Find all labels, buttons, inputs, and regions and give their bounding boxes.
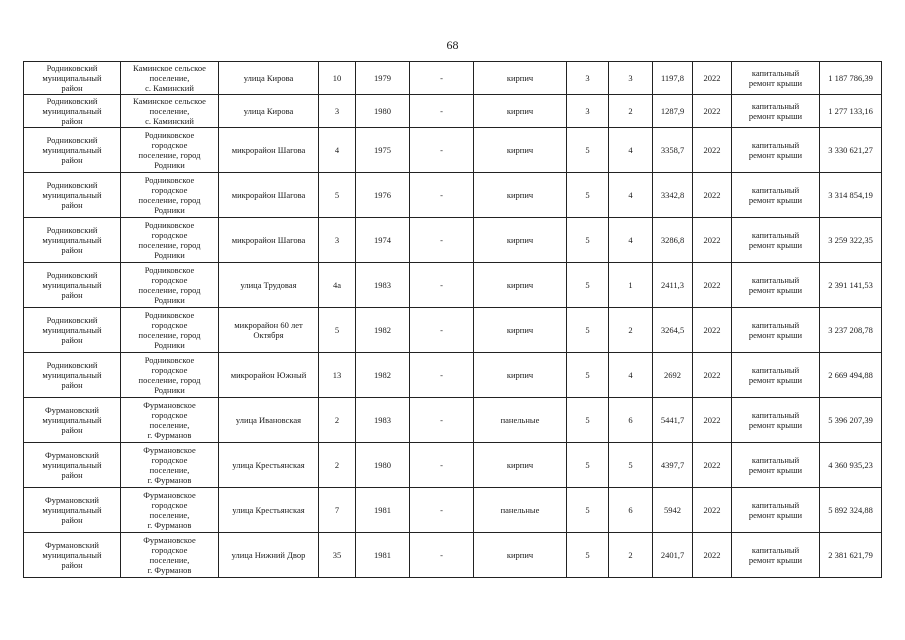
work-type-cell: капитальный ремонт крыши	[732, 95, 820, 128]
area-cell: 4397,7	[653, 443, 693, 488]
cost-cell: 2 669 494,88	[820, 353, 882, 398]
year-built-cell: 1981	[356, 488, 410, 533]
district-cell: Фурмановский муниципальный район	[24, 398, 121, 443]
year-built-cell: 1983	[356, 263, 410, 308]
settlement-cell: Родниковское городское поселение, город Родники	[121, 173, 219, 218]
wall-material-cell: кирпич	[474, 263, 567, 308]
cost-cell: 1 277 133,16	[820, 95, 882, 128]
work-type-cell: капитальный ремонт крыши	[732, 488, 820, 533]
street-cell: улица Крестьянская	[219, 488, 319, 533]
floors-cell: 5	[567, 173, 609, 218]
area-cell: 1287,9	[653, 95, 693, 128]
repair-year-cell: 2022	[693, 353, 732, 398]
entrances-cell: 6	[609, 488, 653, 533]
cost-cell: 3 330 621,27	[820, 128, 882, 173]
street-cell: микрорайон Шагова	[219, 173, 319, 218]
house-number-cell: 13	[319, 353, 356, 398]
district-cell: Родниковский муниципальный район	[24, 95, 121, 128]
work-type-cell: капитальный ремонт крыши	[732, 173, 820, 218]
settlement-cell: Родниковское городское поселение, город Родники	[121, 128, 219, 173]
house-number-cell: 3	[319, 218, 356, 263]
dash-cell: -	[410, 443, 474, 488]
repair-year-cell: 2022	[693, 488, 732, 533]
house-number-cell: 10	[319, 62, 356, 95]
settlement-cell: Родниковское городское поселение, город Родники	[121, 218, 219, 263]
entrances-cell: 1	[609, 263, 653, 308]
district-cell: Фурмановский муниципальный район	[24, 443, 121, 488]
year-built-cell: 1975	[356, 128, 410, 173]
area-cell: 1197,8	[653, 62, 693, 95]
year-built-cell: 1983	[356, 398, 410, 443]
dash-cell: -	[410, 62, 474, 95]
wall-material-cell: кирпич	[474, 443, 567, 488]
wall-material-cell: кирпич	[474, 533, 567, 578]
floors-cell: 3	[567, 95, 609, 128]
floors-cell: 3	[567, 62, 609, 95]
cost-cell: 3 259 322,35	[820, 218, 882, 263]
settlement-cell: Фурмановское городское поселение, г. Фурманов	[121, 443, 219, 488]
district-cell: Фурмановский муниципальный район	[24, 533, 121, 578]
house-number-cell: 5	[319, 308, 356, 353]
cost-cell: 2 391 141,53	[820, 263, 882, 308]
repair-year-cell: 2022	[693, 308, 732, 353]
house-number-cell: 2	[319, 398, 356, 443]
repair-year-cell: 2022	[693, 218, 732, 263]
wall-material-cell: кирпич	[474, 95, 567, 128]
house-number-cell: 2	[319, 443, 356, 488]
table-row	[24, 533, 882, 578]
floors-cell: 5	[567, 443, 609, 488]
dash-cell: -	[410, 533, 474, 578]
entrances-cell: 5	[609, 443, 653, 488]
settlement-cell: Родниковское городское поселение, город Родники	[121, 353, 219, 398]
repair-year-cell: 2022	[693, 62, 732, 95]
wall-material-cell: кирпич	[474, 308, 567, 353]
work-type-cell: капитальный ремонт крыши	[732, 128, 820, 173]
district-cell: Родниковский муниципальный район	[24, 218, 121, 263]
street-cell: улица Крестьянская	[219, 443, 319, 488]
settlement-cell: Каминское сельское поселение, с. Каминский	[121, 95, 219, 128]
repair-year-cell: 2022	[693, 173, 732, 218]
housing-repair-table	[23, 61, 882, 578]
year-built-cell: 1981	[356, 533, 410, 578]
wall-material-cell: кирпич	[474, 218, 567, 263]
floors-cell: 5	[567, 533, 609, 578]
street-cell: микрорайон Шагова	[219, 128, 319, 173]
district-cell: Родниковский муниципальный район	[24, 353, 121, 398]
cost-cell: 1 187 786,39	[820, 62, 882, 95]
table-row	[24, 353, 882, 398]
year-built-cell: 1982	[356, 353, 410, 398]
area-cell: 3358,7	[653, 128, 693, 173]
year-built-cell: 1979	[356, 62, 410, 95]
work-type-cell: капитальный ремонт крыши	[732, 443, 820, 488]
house-number-cell: 7	[319, 488, 356, 533]
area-cell: 3286,8	[653, 218, 693, 263]
work-type-cell: капитальный ремонт крыши	[732, 263, 820, 308]
area-cell: 2411,3	[653, 263, 693, 308]
cost-cell: 5 892 324,88	[820, 488, 882, 533]
entrances-cell: 2	[609, 533, 653, 578]
entrances-cell: 6	[609, 398, 653, 443]
work-type-cell: капитальный ремонт крыши	[732, 218, 820, 263]
repair-year-cell: 2022	[693, 128, 732, 173]
floors-cell: 5	[567, 218, 609, 263]
settlement-cell: Фурмановское городское поселение, г. Фурманов	[121, 488, 219, 533]
wall-material-cell: панельные	[474, 488, 567, 533]
dash-cell: -	[410, 263, 474, 308]
repair-year-cell: 2022	[693, 443, 732, 488]
dash-cell: -	[410, 308, 474, 353]
table-row	[24, 62, 882, 95]
street-cell: микрорайон 60 лет Октября	[219, 308, 319, 353]
wall-material-cell: кирпич	[474, 62, 567, 95]
year-built-cell: 1980	[356, 443, 410, 488]
table-row	[24, 398, 882, 443]
table-row	[24, 173, 882, 218]
house-number-cell: 4	[319, 128, 356, 173]
settlement-cell: Родниковское городское поселение, город Родники	[121, 308, 219, 353]
table-row	[24, 308, 882, 353]
repair-year-cell: 2022	[693, 95, 732, 128]
house-number-cell: 3	[319, 95, 356, 128]
area-cell: 2401,7	[653, 533, 693, 578]
year-built-cell: 1974	[356, 218, 410, 263]
settlement-cell: Фурмановское городское поселение, г. Фурманов	[121, 533, 219, 578]
house-number-cell: 5	[319, 173, 356, 218]
table-row	[24, 218, 882, 263]
wall-material-cell: кирпич	[474, 173, 567, 218]
table-row	[24, 488, 882, 533]
house-number-cell: 35	[319, 533, 356, 578]
area-cell: 5441,7	[653, 398, 693, 443]
district-cell: Родниковский муниципальный район	[24, 128, 121, 173]
work-type-cell: капитальный ремонт крыши	[732, 353, 820, 398]
dash-cell: -	[410, 398, 474, 443]
entrances-cell: 4	[609, 173, 653, 218]
district-cell: Родниковский муниципальный район	[24, 263, 121, 308]
district-cell: Родниковский муниципальный район	[24, 308, 121, 353]
settlement-cell: Фурмановское городское поселение, г. Фурманов	[121, 398, 219, 443]
table-row	[24, 263, 882, 308]
floors-cell: 5	[567, 398, 609, 443]
year-built-cell: 1980	[356, 95, 410, 128]
entrances-cell: 2	[609, 95, 653, 128]
work-type-cell: капитальный ремонт крыши	[732, 62, 820, 95]
cost-cell: 4 360 935,23	[820, 443, 882, 488]
street-cell: улица Кирова	[219, 62, 319, 95]
year-built-cell: 1976	[356, 173, 410, 218]
entrances-cell: 3	[609, 62, 653, 95]
area-cell: 3342,8	[653, 173, 693, 218]
street-cell: микрорайон Южный	[219, 353, 319, 398]
floors-cell: 5	[567, 263, 609, 308]
street-cell: улица Трудовая	[219, 263, 319, 308]
district-cell: Фурмановский муниципальный район	[24, 488, 121, 533]
dash-cell: -	[410, 488, 474, 533]
settlement-cell: Каминское сельское поселение, с. Каминский	[121, 62, 219, 95]
dash-cell: -	[410, 353, 474, 398]
area-cell: 5942	[653, 488, 693, 533]
table-row	[24, 443, 882, 488]
entrances-cell: 4	[609, 128, 653, 173]
cost-cell: 3 237 208,78	[820, 308, 882, 353]
street-cell: улица Ивановская	[219, 398, 319, 443]
floors-cell: 5	[567, 308, 609, 353]
floors-cell: 5	[567, 128, 609, 173]
entrances-cell: 4	[609, 218, 653, 263]
street-cell: микрорайон Шагова	[219, 218, 319, 263]
year-built-cell: 1982	[356, 308, 410, 353]
area-cell: 3264,5	[653, 308, 693, 353]
dash-cell: -	[410, 128, 474, 173]
dash-cell: -	[410, 218, 474, 263]
cost-cell: 2 381 621,79	[820, 533, 882, 578]
repair-year-cell: 2022	[693, 263, 732, 308]
wall-material-cell: кирпич	[474, 353, 567, 398]
repair-year-cell: 2022	[693, 533, 732, 578]
entrances-cell: 2	[609, 308, 653, 353]
street-cell: улица Нижний Двор	[219, 533, 319, 578]
area-cell: 2692	[653, 353, 693, 398]
cost-cell: 3 314 854,19	[820, 173, 882, 218]
wall-material-cell: панельные	[474, 398, 567, 443]
wall-material-cell: кирпич	[474, 128, 567, 173]
district-cell: Родниковский муниципальный район	[24, 62, 121, 95]
table-row	[24, 128, 882, 173]
work-type-cell: капитальный ремонт крыши	[732, 398, 820, 443]
district-cell: Родниковский муниципальный район	[24, 173, 121, 218]
floors-cell: 5	[567, 488, 609, 533]
cost-cell: 5 396 207,39	[820, 398, 882, 443]
page-number: 68	[446, 38, 459, 52]
work-type-cell: капитальный ремонт крыши	[732, 533, 820, 578]
entrances-cell: 4	[609, 353, 653, 398]
street-cell: улица Кирова	[219, 95, 319, 128]
house-number-cell: 4а	[319, 263, 356, 308]
table-row	[24, 95, 882, 128]
dash-cell: -	[410, 95, 474, 128]
settlement-cell: Родниковское городское поселение, город Родники	[121, 263, 219, 308]
dash-cell: -	[410, 173, 474, 218]
work-type-cell: капитальный ремонт крыши	[732, 308, 820, 353]
floors-cell: 5	[567, 353, 609, 398]
repair-year-cell: 2022	[693, 398, 732, 443]
